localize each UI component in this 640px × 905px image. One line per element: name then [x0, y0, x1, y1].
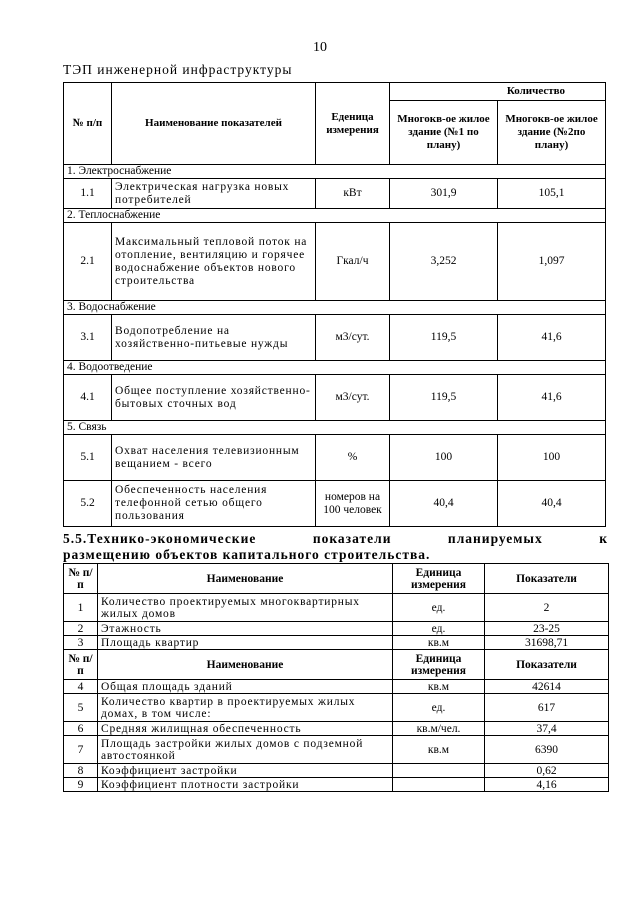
row-num: 3	[64, 636, 98, 650]
row-unit: ед.	[393, 694, 485, 722]
caption-line-2: размещению объектов капитального строительства.	[63, 547, 431, 562]
row-value: 617	[485, 694, 609, 722]
row-value: 37,4	[485, 722, 609, 736]
row-num: 8	[64, 764, 98, 778]
row-num: 2	[64, 622, 98, 636]
row-unit: кв.м	[393, 736, 485, 764]
row-value-1: 100	[390, 435, 498, 481]
section-title: 4. Водоотведение	[64, 361, 606, 375]
row-name: Этажность	[98, 622, 393, 636]
header-num: № п/п	[64, 83, 112, 165]
header-num: № п/п	[64, 650, 98, 680]
row-num: 5.2	[64, 481, 112, 527]
row-value: 42614	[485, 680, 609, 694]
header-unit: Единица измерения	[393, 564, 485, 594]
row-value: 4,16	[485, 778, 609, 792]
row-num: 4.1	[64, 375, 112, 421]
row-unit: кв.м	[393, 680, 485, 694]
row-name: Общее поступление хозяйственно-бытовых сточных вод	[112, 375, 316, 421]
row-name: Количество проектируемых многоквартирных жилых домов	[98, 594, 393, 622]
caption-word: планируемых	[447, 531, 543, 546]
section-title: 2. Теплоснабжение	[64, 209, 606, 223]
header-name: Наименование	[98, 650, 393, 680]
section-title: 1. Электроснабжение	[64, 165, 606, 179]
header-quantity: Количество	[390, 83, 606, 101]
row-value-2: 41,6	[498, 375, 606, 421]
page-number: 10	[313, 40, 327, 55]
row-name: Средняя жилищная обеспеченность	[98, 722, 393, 736]
row-unit	[393, 764, 485, 778]
row-num: 7	[64, 736, 98, 764]
section-title: 3. Водоснабжение	[64, 301, 606, 315]
row-value-2: 41,6	[498, 315, 606, 361]
row-unit: кв.м/чел.	[393, 722, 485, 736]
row-num: 5.1	[64, 435, 112, 481]
tep-table	[63, 563, 609, 792]
row-num: 9	[64, 778, 98, 792]
table1-caption: ТЭП инженерной инфраструктуры	[63, 62, 293, 77]
row-value-2: 40,4	[498, 481, 606, 527]
header-name: Наименование показателей	[112, 83, 316, 165]
row-value-2: 1,097	[498, 223, 606, 301]
row-num: 1.1	[64, 179, 112, 209]
row-value-1: 40,4	[390, 481, 498, 527]
row-num: 6	[64, 722, 98, 736]
row-unit: кВт	[316, 179, 390, 209]
row-num: 5	[64, 694, 98, 722]
row-value: 6390	[485, 736, 609, 764]
row-name: Коэффициент застройки	[98, 764, 393, 778]
row-value-2: 105,1	[498, 179, 606, 209]
row-unit: м3/сут.	[316, 375, 390, 421]
header-building-2: Многокв-ое жилое здание (№2по плану)	[498, 101, 606, 165]
row-unit: Гкал/ч	[316, 223, 390, 301]
caption-word: к	[599, 531, 608, 546]
row-value-1: 3,252	[390, 223, 498, 301]
header-value: Показатели	[485, 564, 609, 594]
header-name: Наименование	[98, 564, 393, 594]
row-num: 3.1	[64, 315, 112, 361]
infrastructure-table	[63, 82, 606, 527]
row-name: Коэффициент плотности застройки	[98, 778, 393, 792]
row-value-1: 119,5	[390, 375, 498, 421]
section-title: 5. Связь	[64, 421, 606, 435]
row-unit: м3/сут.	[316, 315, 390, 361]
row-value: 31698,71	[485, 636, 609, 650]
row-name: Максимальный тепловой поток на отопление, вентиляцию и горячее водоснабжение объектов нового строительства	[112, 223, 316, 301]
row-value-2: 100	[498, 435, 606, 481]
row-value-1: 119,5	[390, 315, 498, 361]
caption-word: 5.5.Технико-экономические	[63, 531, 257, 546]
row-value-1: 301,9	[390, 179, 498, 209]
header-building-1: Многокв-ое жилое здание (№1 по плану)	[390, 101, 498, 165]
row-name: Общая площадь зданий	[98, 680, 393, 694]
row-name: Электрическая нагрузка новых потребителей	[112, 179, 316, 209]
row-unit: %	[316, 435, 390, 481]
header-unit: Единица измерения	[393, 650, 485, 680]
row-value: 0,62	[485, 764, 609, 778]
row-unit: номеров на 100 человек	[316, 481, 390, 527]
row-num: 4	[64, 680, 98, 694]
row-num: 2.1	[64, 223, 112, 301]
row-unit: кв.м	[393, 636, 485, 650]
row-unit	[393, 778, 485, 792]
row-num: 1	[64, 594, 98, 622]
caption-word: показатели	[312, 531, 392, 546]
row-name: Обеспеченность населения телефонной сетью общего пользования	[112, 481, 316, 527]
row-name: Количество квартир в проектируемых жилых домах, в том числе:	[98, 694, 393, 722]
header-value: Показатели	[485, 650, 609, 680]
row-unit: ед.	[393, 594, 485, 622]
header-unit: Еденица измерения	[316, 83, 390, 165]
row-name: Охват населения телевизионным вещанием - всего	[112, 435, 316, 481]
row-name: Площадь застройки жилых домов с подземной автостоянкой	[98, 736, 393, 764]
row-unit: ед.	[393, 622, 485, 636]
row-value: 2	[485, 594, 609, 622]
row-name: Площадь квартир	[98, 636, 393, 650]
table2-caption	[63, 531, 608, 563]
row-name: Водопотребление на хозяйственно-питьевые нужды	[112, 315, 316, 361]
header-num: № п/п	[64, 564, 98, 594]
row-value: 23-25	[485, 622, 609, 636]
